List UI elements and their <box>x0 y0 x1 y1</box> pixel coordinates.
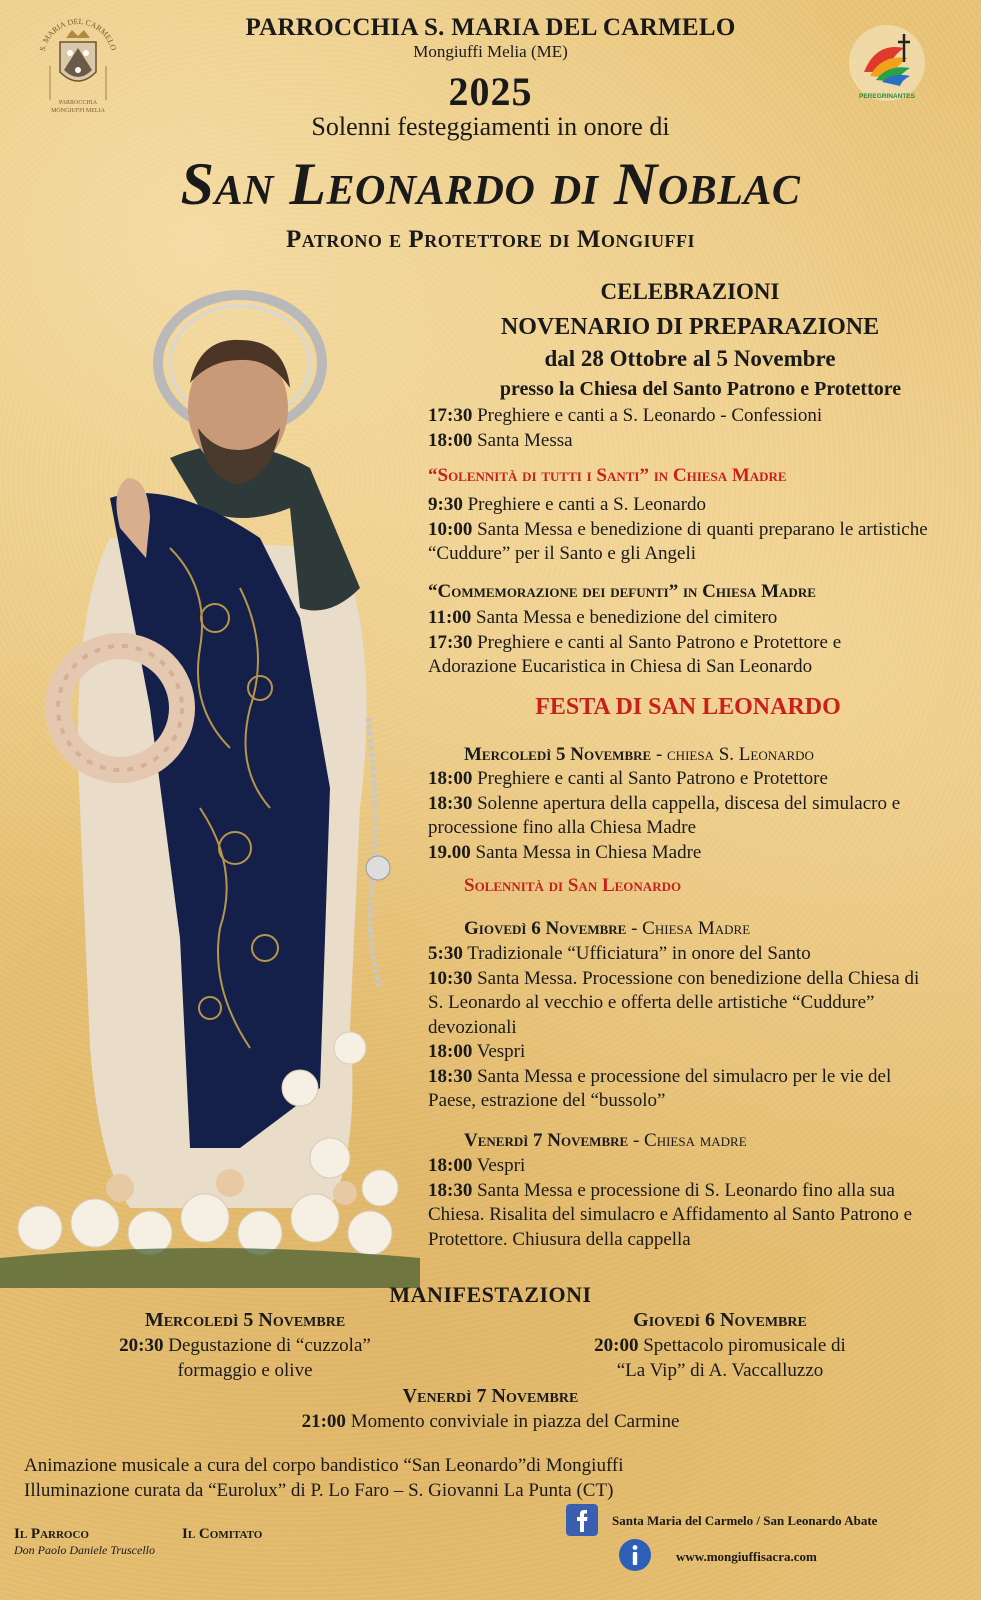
comitato-signature <box>182 1526 352 1543</box>
list-item: 18:30 Santa Messa e processione di S. Leonardo fino alla sua Chiesa. Risalita del simulacro e Affidamento al Santo Patrono e Protettore. Chiusura della cappella <box>428 1179 913 1250</box>
parroco-signature <box>14 1526 184 1558</box>
thursday-schedule <box>428 942 928 1114</box>
patron-subtitle: Patrono e Protettore di Mongiuffi <box>285 226 696 253</box>
manif-wednesday-day: Mercoledì 5 Novembre <box>144 1309 346 1331</box>
thursday-heading: Giovedì 6 Novembre - Chiesa Madre <box>464 918 751 939</box>
manif-friday-day: Venerdì 7 Novembre <box>402 1385 579 1407</box>
novena-schedule <box>428 404 973 453</box>
facebook-icon[interactable] <box>566 1504 598 1536</box>
svg-text:MONGIUFFI MELIA: MONGIUFFI MELIA <box>51 108 105 114</box>
parish-location: Mongiuffi Melia (ME) <box>413 42 568 61</box>
saint-title: San Leonardo di Noblac <box>180 151 801 217</box>
parroco-title: Il Parroco <box>14 1526 89 1542</box>
event-year: 2025 <box>448 69 533 114</box>
list-item: 11:00 Santa Messa e benedizione del cimitero <box>428 607 778 628</box>
svg-text:S. MARIA DEL CARMELO: S. MARIA DEL CARMELO <box>37 16 119 53</box>
friday-schedule <box>428 1154 928 1252</box>
manifestazioni-title: MANIFESTAZIONI <box>389 1282 592 1307</box>
festa-title: FESTA DI SAN LEONARDO <box>535 694 841 720</box>
manif-thursday-day: Giovedì 6 Novembre <box>633 1309 807 1331</box>
wednesday-schedule <box>428 767 908 865</box>
manif-wednesday-event: 20:30 Degustazione di “cuzzola” <box>119 1335 371 1356</box>
list-item: 10:30 Santa Messa. Processione con benedizione della Chiesa di S. Leonardo al vecchio e offerta delle artistiche “Cuddure” devozionali <box>428 967 920 1038</box>
manif-friday-event: 21:00 Momento conviviale in piazza del Carmine <box>301 1411 680 1432</box>
solennita-title: Solennità di San Leonardo <box>464 875 682 896</box>
comitato-title: Il Comitato <box>182 1526 263 1542</box>
list-item: 17:30 Preghiere e canti al Santo Patrono e Protettore e Adorazione Eucaristica in Chiesa di San Leonardo <box>428 631 842 677</box>
list-item: 18:30 Santa Messa e processione del simulacro per le vie del Paese, estrazione del “bussolo” <box>428 1065 892 1111</box>
facebook-page-link[interactable]: Santa Maria del Carmelo / San Leonardo Abate <box>612 1513 878 1528</box>
info-icon[interactable] <box>618 1538 652 1572</box>
lighting-credit: Illuminazione curata da “Eurolux” di P. Lo Faro – S. Giovanni La Punta (CT) <box>24 1480 614 1501</box>
manif-thursday-event: 20:00 Spettacolo piromusicale di <box>594 1335 846 1356</box>
manif-thursday <box>560 1308 880 1383</box>
list-item: 18:00 Preghiere e canti al Santo Patrono e Protettore <box>428 768 828 789</box>
santi-schedule <box>428 493 928 567</box>
celebrazioni-title: CELEBRAZIONI <box>600 279 780 304</box>
friday-heading: Venerdì 7 Novembre - Chiesa madre <box>464 1130 747 1151</box>
novenario-title: NOVENARIO DI PREPARAZIONE <box>500 314 880 340</box>
list-item: 18:00 Santa Messa <box>428 429 573 451</box>
list-item: 17:30 Preghiere e canti a S. Leonardo - Confessioni <box>428 405 823 426</box>
list-item: 18:30 Solenne apertura della cappella, discesa del simulacro e processione fino alla Chiesa Madre <box>428 792 901 838</box>
svg-text:PEREGRINANTES: PEREGRINANTES <box>859 93 915 100</box>
music-credit: Animazione musicale a cura del corpo bandistico “San Leonardo”di Mongiuffi <box>24 1455 624 1476</box>
intro-line: Solenni festeggiamenti in onore di <box>311 112 670 141</box>
wednesday-heading: Mercoledì 5 Novembre - chiesa S. Leonardo <box>464 744 814 765</box>
list-item: 18:00 Vespri <box>428 1041 526 1062</box>
list-item: 10:00 Santa Messa e benedizione di quanti preparano le artistiche “Cuddure” per il Santo e gli Angeli <box>428 518 928 564</box>
list-item: 9:30 Preghiere e canti a S. Leonardo <box>428 494 707 515</box>
novenario-dates: dal 28 Ottobre al 5 Novembre <box>544 346 836 371</box>
defunti-schedule <box>428 606 908 680</box>
svg-text:PARROCCHIA: PARROCCHIA <box>58 100 98 106</box>
santi-section-title: “Solennità di tutti i Santi” in Chiesa Madre <box>428 465 787 486</box>
list-item: 19.00 Santa Messa in Chiesa Madre <box>428 841 702 863</box>
defunti-section-title: “Commemorazione dei defunti” in Chiesa Madre <box>428 581 816 602</box>
celebrazioni-header <box>480 276 900 374</box>
parish-seal-logo <box>30 8 126 116</box>
novenario-location: presso la Chiesa del Santo Patrono e Protettore <box>499 378 902 400</box>
manif-friday <box>0 1384 981 1434</box>
manif-thursday-event-cont: “La Vip” di A. Vaccalluzzo <box>616 1360 824 1381</box>
footer-notes <box>24 1453 924 1503</box>
parroco-name: Don Paolo Daniele Truscello <box>14 1543 155 1557</box>
list-item: 5:30 Tradizionale “Ufficiatura” in onore del Santo <box>428 943 811 964</box>
saint-statue-image <box>0 288 430 1288</box>
website-link[interactable]: www.mongiuffisacra.com <box>676 1549 817 1564</box>
parish-name: PARROCCHIA S. MARIA DEL CARMELO <box>245 14 736 41</box>
list-item: 18:00 Vespri <box>428 1155 526 1176</box>
manif-wednesday-event-cont: formaggio e olive <box>177 1360 313 1381</box>
manif-wednesday <box>90 1308 400 1383</box>
jubilee-logo <box>846 22 928 104</box>
